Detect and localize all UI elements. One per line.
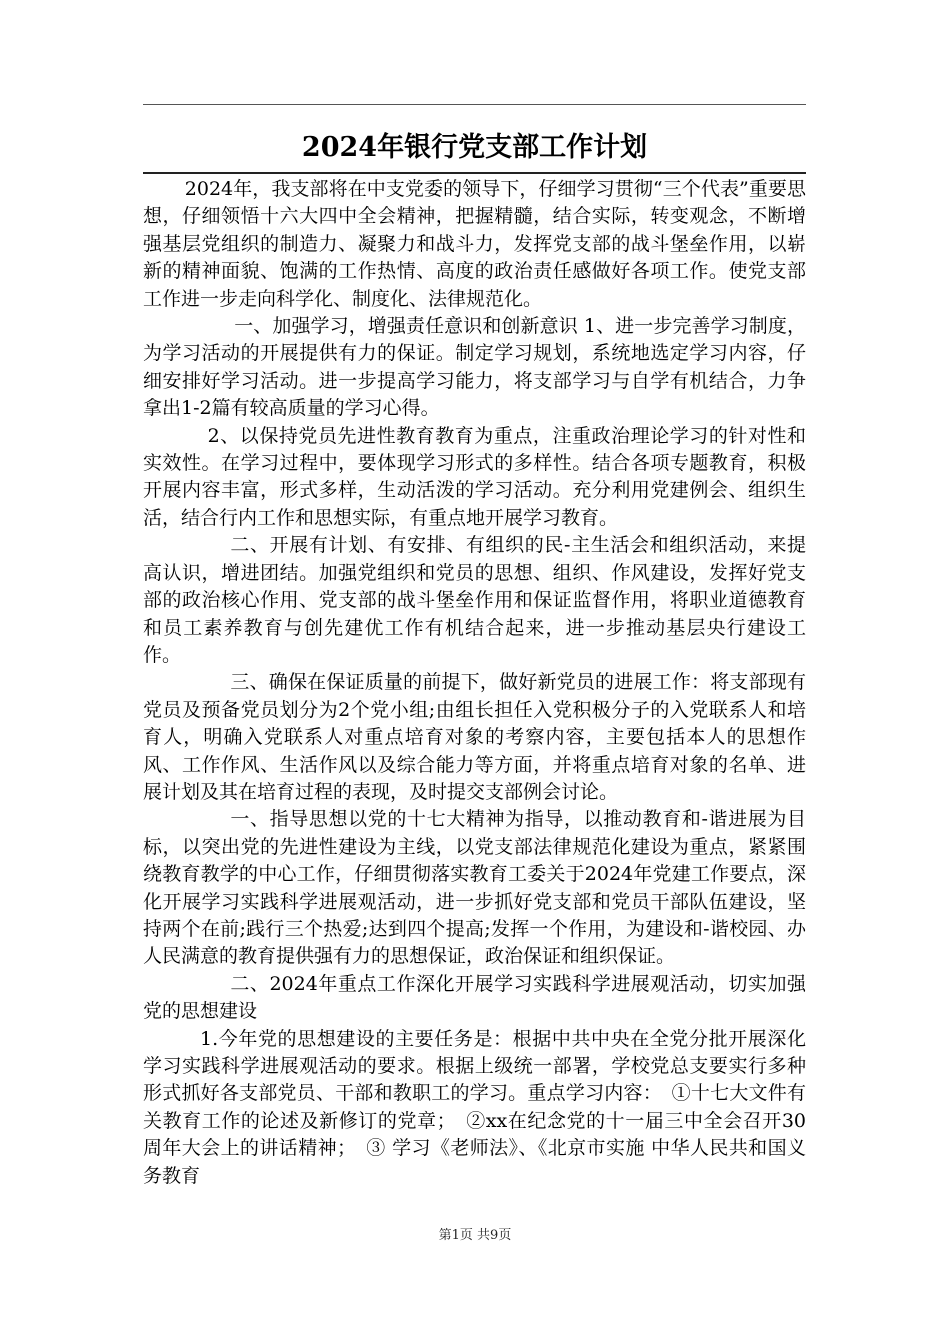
header-rule bbox=[143, 104, 806, 105]
paragraph-section-1-item-2: 2、以保持党员先进性教育教育为重点，注重政治理论学习的针对性和实效性。在学习过程中，要体现学习形式的多样性。结合各项专题教育，积极开展内容丰富，形式多样，生动活泼的学习活动。充分利用党建例会、组织生活，结合行内工作和思想实际，有重点地开展学习教育。 bbox=[143, 424, 806, 529]
paragraph-key-work-heading: 二、2024年重点工作深化开展学习实践科学进展观活动，切实加强党的思想建设 bbox=[143, 972, 806, 1023]
paragraph-ideology-tasks: 1.今年党的思想建设的主要任务是：根据中共中央在全党分批开展深化学习实践科学进展观活动的要求。根据上级统一部署，学校党总支要实行多种形式抓好各支部党员、干部和教职工的学习。重点学习内容： ①十七大文件有关教育工作的论述及新修订的党章； ②xx在纪念党的十一届三中全会召开30周年大会上的讲话精神； ③ 学习《老师法》、《北京市实施 中华人民共和国义务教育 bbox=[143, 1027, 806, 1187]
paragraph-section-2: 二、开展有计划、有安排、有组织的民-主生活会和组织活动，来提高认识，增进团结。加强党组织和党员的思想、组织、作风建设，发挥好党支部的政治核心作用、党支部的战斗堡垒作用和保证监督作用，将职业道德教育和员工素养教育与创先建优工作有机结合起来，进一步推动基层央行建设工作。 bbox=[143, 534, 806, 666]
paragraph-section-1: 一、加强学习，增强责任意识和创新意识 1、进一步完善学习制度，为学习活动的开展提供有力的保证。制定学习规划，系统地选定学习内容，仔细安排好学习活动。进一步提高学习能力，将支部学习与自学有机结合，力争拿出1-2篇有较高质量的学习心得。 bbox=[143, 315, 806, 420]
document-body bbox=[143, 176, 806, 1190]
title-underline bbox=[143, 172, 806, 174]
paragraph-guiding-thought: 一、指导思想以党的十七大精神为指导，以推动教育和-谐进展为目标，以突出党的先进性建设为主线，以党支部法律规范化建设为重点，紧紧围绕教育教学的中心工作，仔细贯彻落实教育工委关于2024年党建工作要点，深化开展学习实践科学进展观活动，进一步抓好党支部和党员干部队伍建设，坚持两个在前;践行三个热爱;达到四个提高;发挥一个作用，为建设和-谐校园、办人民满意的教育提供强有力的思想保证，政治保证和组织保证。 bbox=[143, 808, 806, 968]
page-number: 第1页 共9页 bbox=[438, 1228, 512, 1243]
document-title: 2024年银行党支部工作计划 bbox=[301, 132, 648, 163]
paragraph-section-3: 三、确保在保证质量的前提下，做好新党员的进展工作：将支部现有党员及预备党员划分为2个党小组;由组长担任入党积极分子的入党联系人和培育人，明确入党联系人对重点培育对象的考察内容，主要包括本人的思想作风、工作作风、生活作风以及综合能力等方面，并将重点培育对象的名单、进展计划及其在培育过程的表现，及时提交支部例会讨论。 bbox=[143, 671, 806, 803]
paragraph-intro: 2024年，我支部将在中支党委的领导下，仔细学习贯彻“三个代表”重要思想，仔细领悟十六大四中全会精神，把握精髓，结合实际，转变观念，不断增强基层党组织的制造力、凝聚力和战斗力，发挥党支部的战斗堡垒作用，以崭新的精神面貌、饱满的工作热情、高度的政治责任感做好各项工作。使党支部工作进一步走向科学化、制度化、法律规范化。 bbox=[143, 178, 806, 310]
